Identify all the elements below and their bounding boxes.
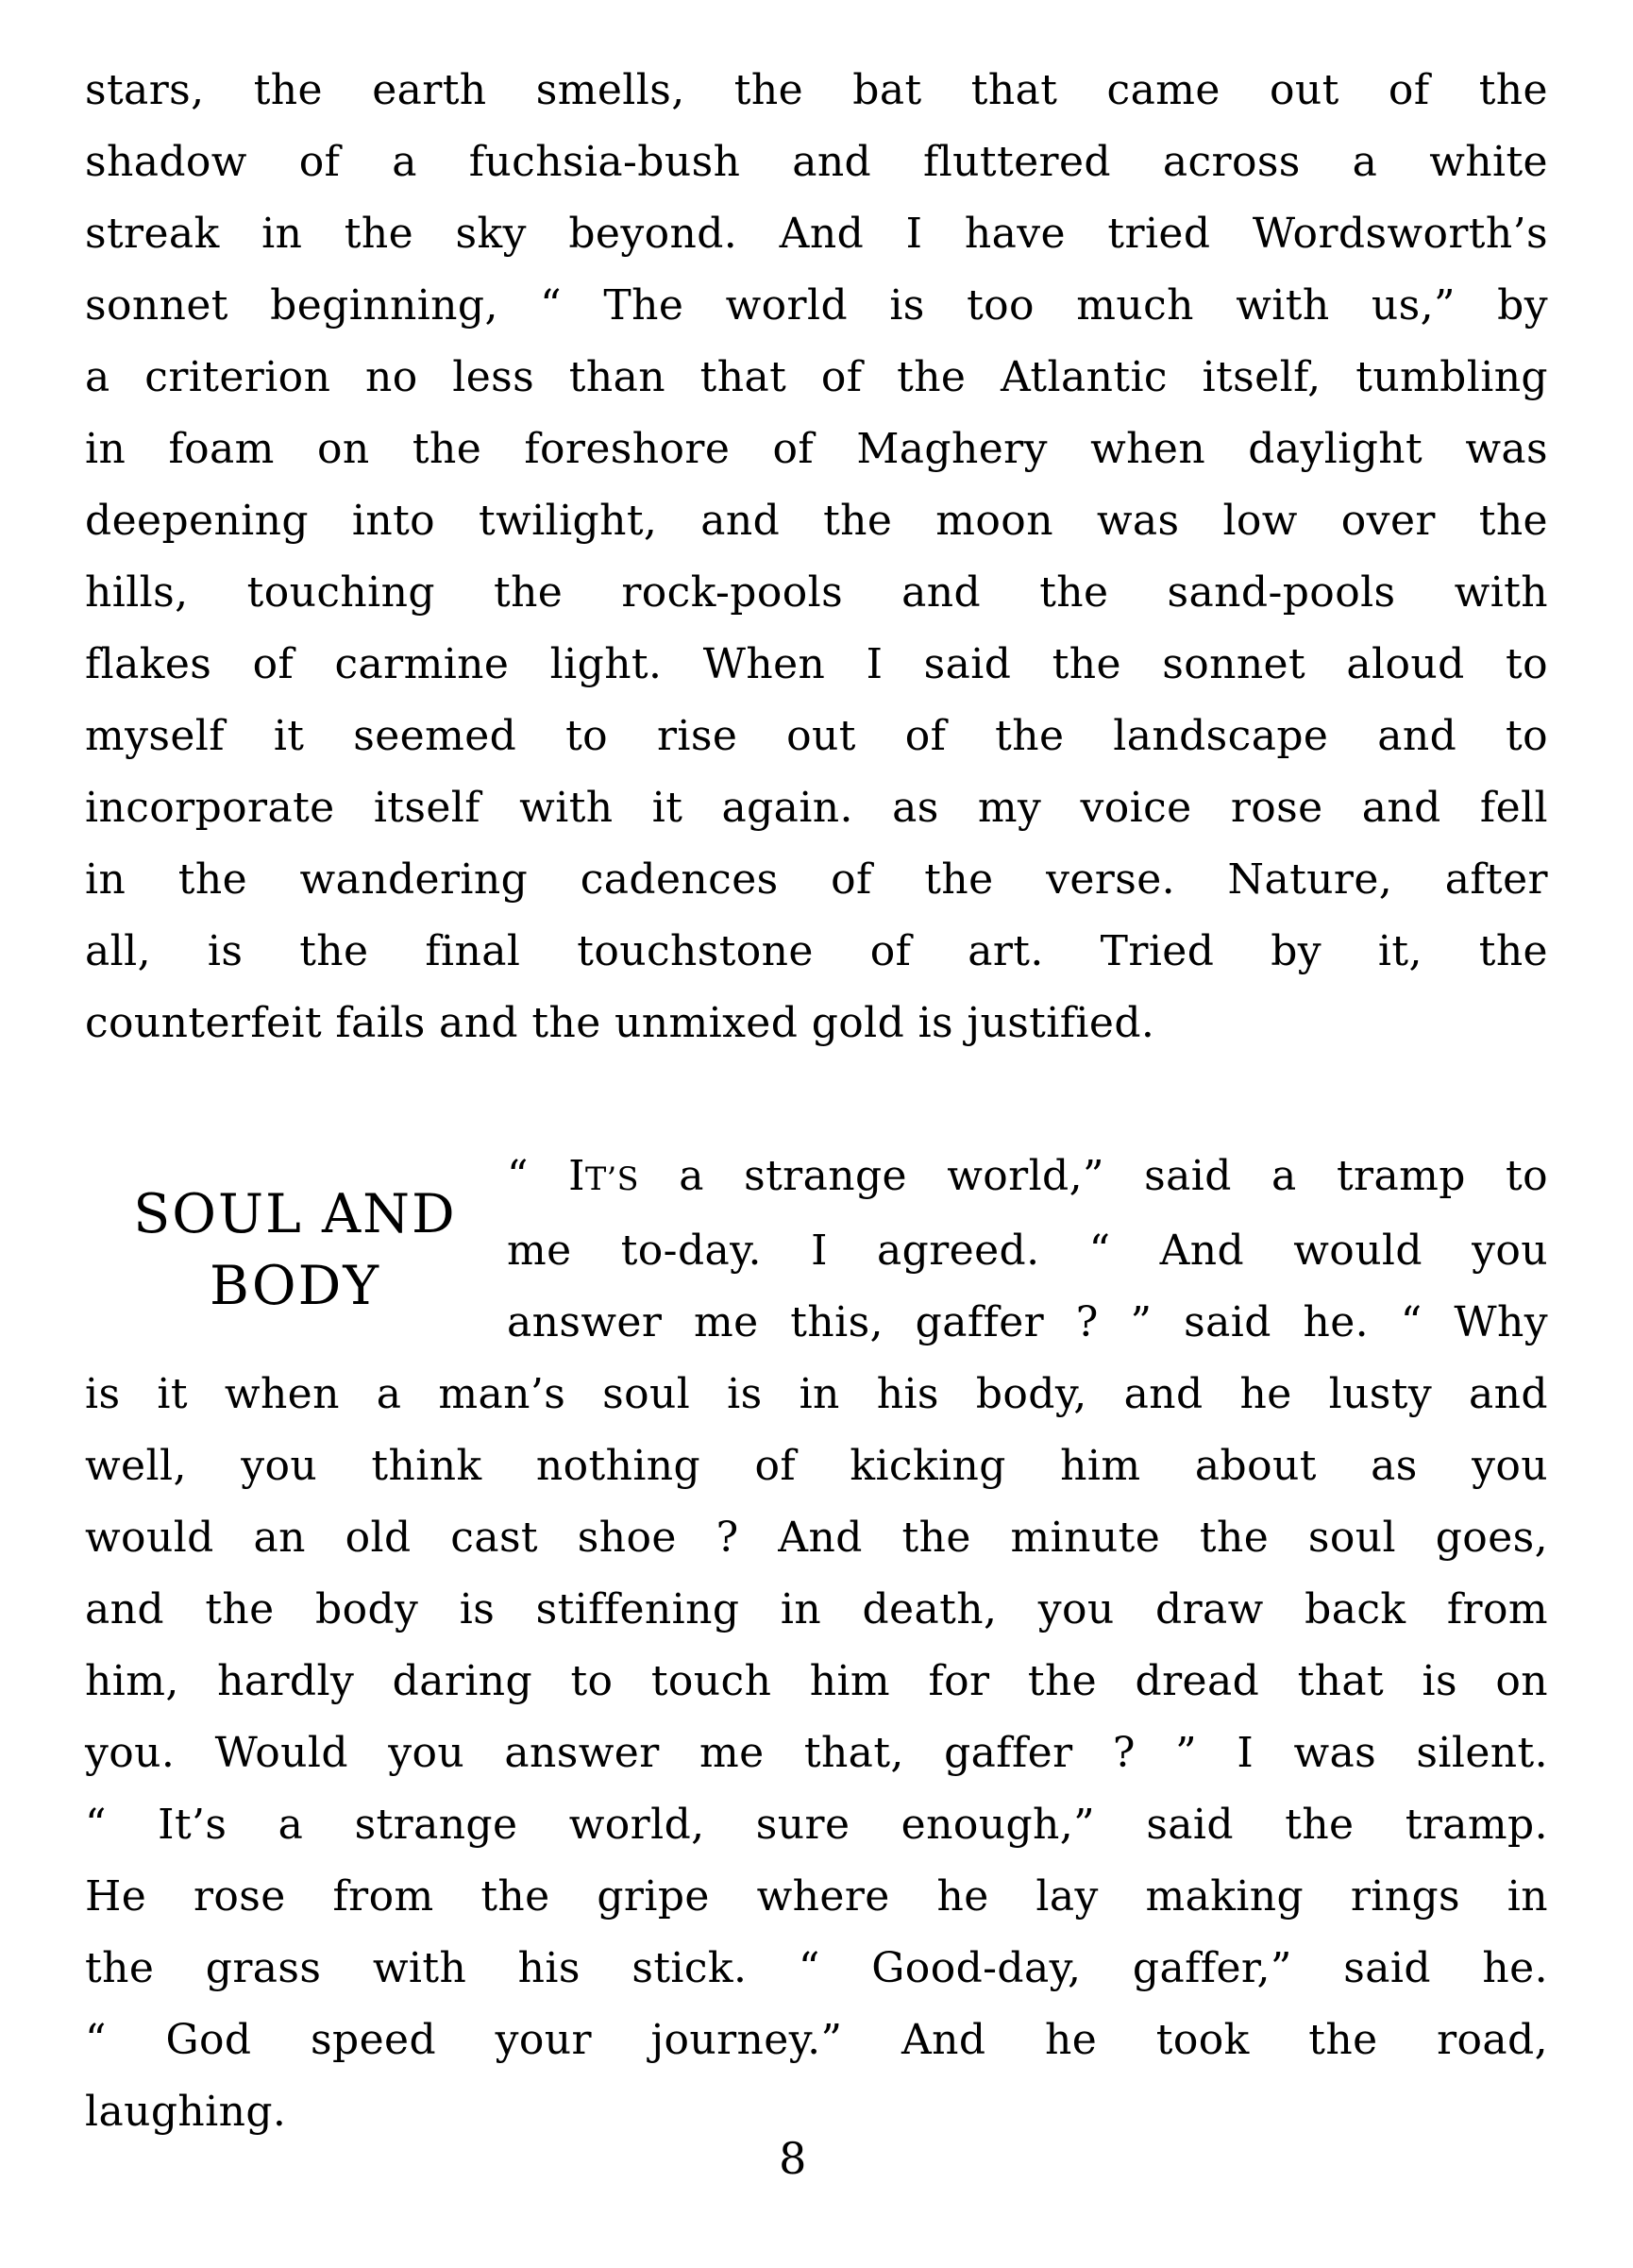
text-line: shadow of a fuchsia-bush and fluttered across a white	[85, 138, 1548, 186]
text-line: would an old cast shoe ? And the minute the soul goes,	[85, 1514, 1548, 1562]
text-line: stars, the earth smells, the bat that came out of the	[85, 66, 1548, 114]
text-line: in the wandering cadences of the verse. Nature, after	[85, 855, 1548, 904]
text-line: is it when a man’s soul is in his body, and he lusty and	[85, 1370, 1548, 1418]
section-opening-indented-block	[507, 1141, 1548, 1359]
text-line: sonnet beginning, “ The world is too much with us,” by	[85, 281, 1548, 330]
text-line: him, hardly daring to touch him for the dread that is on	[85, 1657, 1548, 1705]
text-line: deepening into twilight, and the moon was low over the	[85, 497, 1548, 545]
text-line: hills, touching the rock-pools and the sand-pools with	[85, 568, 1548, 617]
text-line: me to-day. I agreed. “ And would you	[507, 1227, 1548, 1275]
text-line: in foam on the foreshore of Maghery when daylight was	[85, 425, 1548, 473]
text-line: a criterion no less than that of the Atlantic itself, tumbling	[85, 353, 1548, 401]
text-line: and the body is stiffening in death, you draw back from	[85, 1585, 1548, 1633]
text-line: streak in the sky beyond. And I have tried Wordsworth’s	[85, 210, 1548, 258]
text-line: flakes of carmine light. When I said the sonnet aloud to	[85, 640, 1548, 688]
text-line: the grass with his stick. “ Good-day, gaffer,” said he.	[85, 1944, 1548, 1992]
text-line: all, is the final touchstone of art. Tried by it, the	[85, 927, 1548, 975]
text-line: well, you think nothing of kicking him about as you	[85, 1442, 1548, 1490]
text-line: myself it seemed to rise out of the landscape and to	[85, 712, 1548, 760]
page-number: 8	[779, 2133, 807, 2184]
section-soul-and-body	[85, 1141, 1548, 2148]
text-line: incorporate itself with it again. as my voice rose and fell	[85, 784, 1548, 832]
paragraph-continuation	[85, 55, 1548, 1059]
section-opening-line	[507, 1141, 1548, 1215]
section-full-width-lines	[85, 1359, 1548, 2076]
paragraph-1-last-line: counterfeit fails and the unmixed gold is justified.	[85, 999, 1155, 1047]
section-last-line: laughing.	[85, 2088, 287, 2136]
section-heading-line-2: BODY	[209, 1255, 380, 1317]
section-indented-lines	[507, 1215, 1548, 1359]
text-line: He rose from the gripe where he lay making rings in	[85, 1872, 1548, 1921]
opening-line-rest: a strange world,” said a tramp to	[638, 1152, 1548, 1200]
text-line: “ God speed your journey.” And he took the road,	[85, 2016, 1548, 2064]
text-block	[85, 55, 1548, 2148]
section-heading-line-1: SOUL AND	[133, 1183, 457, 1245]
paragraph-1-justified-lines	[85, 55, 1548, 988]
text-line: “ It’s a strange world, sure enough,” said the tramp.	[85, 1801, 1548, 1849]
opening-line-prefix: “ I	[507, 1152, 585, 1200]
text-line: you. Would you answer me that, gaffer ? ” I was silent.	[85, 1729, 1548, 1777]
opening-line-smallcaps: T’S	[584, 1160, 639, 1197]
text-line: answer me this, gaffer ? ” said he. “ Why	[507, 1298, 1548, 1346]
section-heading	[85, 1178, 505, 1322]
